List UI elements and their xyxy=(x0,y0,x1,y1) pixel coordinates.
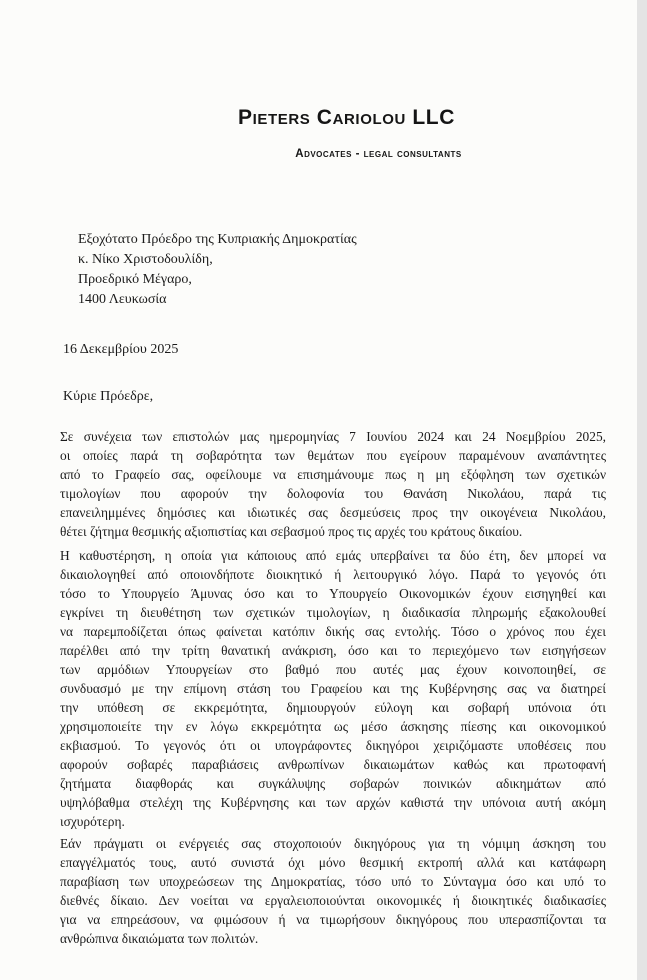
paragraph-line: ζητήματα διαφθοράς και συγκάλυψης σοβαρών ποινικών αδικημάτων από xyxy=(60,776,606,791)
paragraph-line: τιμολογίων που αφορούν την δολοφονία του Θανάση Νικολάου, παρά τις xyxy=(60,486,606,501)
paragraph-line: των αρμόδιων Υπουργείων στο βαθμό που αυτές μας έχουν κοινοποιηθεί, σε xyxy=(60,662,606,677)
paragraph-line: παρέλθει από την τρίτη θανατική ανάκριση, όσο και το περιεχόμενο των εισηγήσεων xyxy=(60,643,606,658)
address-line: Εξοχότατο Πρόεδρο της Κυπριακής Δημοκρατίας xyxy=(78,232,357,247)
salutation: Κύριε Πρόεδρε, xyxy=(63,389,154,404)
paragraph-line: Σε συνέχεια των επιστολών μας ημερομηνίας 7 Ιουνίου 2024 και 24 Νοεμβρίου 2025, xyxy=(60,429,606,444)
paragraph-1 xyxy=(60,427,606,541)
paragraph-line: εκβιασμού. Το γεγονός ότι οι υπογράφοντες δικηγόροι χειριζόμαστε υποθέσεις που xyxy=(60,738,606,753)
paragraph-2 xyxy=(60,546,606,831)
paragraph-line: θέτει ζήτημα θεσμικής αξιοπιστίας και σεβασμού προς τις αρχές του κράτους δικαίου. xyxy=(60,524,523,539)
paragraph-line: επανειλημμένες δημόσιες και ιδιωτικές σας δεσμεύσεις προς την οικογένεια Νικολάου, xyxy=(60,505,606,520)
paragraph-line: τόσο το Υπουργείο Άμυνας όσο και το Υπουργείο Οικονομικών έχουν εισηγηθεί και xyxy=(60,586,606,601)
address-line: κ. Νίκο Χριστοδουλίδη, xyxy=(78,252,213,267)
paragraph-line: συνδυασμό με την επίμονη στάση του Γραφείου και της Κυβέρνησης σας να διατηρεί xyxy=(60,681,606,696)
firm-subtitle: Advocates - legal consultants xyxy=(295,148,462,160)
paragraph-line: δικαιολογηθεί από οποιονδήποτε διοικητικό ή λειτουργικό λόγο. Παρά το γεγονός ότι xyxy=(60,567,606,582)
paragraph-line: την υπόθεση σε εκκρεμότητα, δημιουργούν εύλογη και σοβαρή υπόνοια ότι xyxy=(60,700,606,715)
letter-date: 16 Δεκεμβρίου 2025 xyxy=(63,342,179,357)
paragraph-line: ισχυρότερη. xyxy=(60,814,125,829)
paragraph-line: ανθρώπινα δικαιώματα των πολιτών. xyxy=(60,931,259,946)
paragraph-3 xyxy=(60,834,606,948)
paragraph-line: να παρεμποδίζεται όπως φαίνεται κατόπιν δικής σας εντολής. Τόσο ο χρόνος που έχει xyxy=(60,624,606,639)
paragraph-line: Εάν πράγματι οι ενέργειές σας στοχοποιούν δικηγόρους για τη νόμιμη άσκηση του xyxy=(60,836,606,851)
address-line: Προεδρικό Μέγαρο, xyxy=(78,272,192,287)
paragraph-line: οι οποίες παρά τη σοβαρότητα των θεμάτων που εγείρουν παραμένουν αναπάντητες xyxy=(60,448,606,463)
paragraph-line: Η καθυστέρηση, η οποία για κάποιους από εμάς υπερβαίνει τα δύο έτη, δεν μπορεί να xyxy=(60,548,606,563)
recipient-address xyxy=(78,230,357,310)
address-line: 1400 Λευκωσία xyxy=(78,292,167,307)
paragraph-line: παραβίαση των υποχρεώσεων της Δημοκρατίας, τόσο υπό το Σύνταγμα όσο και υπό το xyxy=(60,874,606,889)
paragraph-line: διεθνές δίκαιο. Δεν νοείται να εργαλειοποιούνται οικονομικές ή διοικητικές διαδικασίες xyxy=(60,893,606,908)
page-edge xyxy=(637,0,647,980)
paragraph-line: αφορούν σοβαρές παραβιάσεις ανθρωπίνων δικαιωμάτων καθώς και πρωτοφανή xyxy=(60,757,606,772)
paragraph-line: υψηλόβαθμα στελέχη της Κυβέρνησης και των αρχών καθιστά την υπόνοια αυτή ακόμη xyxy=(60,795,606,810)
paragraph-line: για να επηρεάσουν, να φιμώσουν ή να τιμωρήσουν δικηγόρους που υπερασπίζονται τα xyxy=(60,912,606,927)
firm-name: Pieters Cariolou LLC xyxy=(237,106,455,129)
paragraph-line: επαγγέλματός τους, αυτό συνιστά όχι μόνο θεσμική εκτροπή αλλά και κατάφωρη xyxy=(60,855,606,870)
paragraph-line: από το Γραφείο σας, οφείλουμε να επισημάνουμε πως η μη εξόφληση των σχετικών xyxy=(60,467,606,482)
paragraph-line: εγκρίνει τη διευθέτηση των σχετικών τιμολογίων, η διαδικασία πληρωμής εξακολουθεί xyxy=(60,605,606,620)
paragraph-line: χρησιμοποιείτε την εν λόγω εκκρεμότητα ως μέσο άσκησης πίεσης και οικονομικού xyxy=(60,719,606,734)
